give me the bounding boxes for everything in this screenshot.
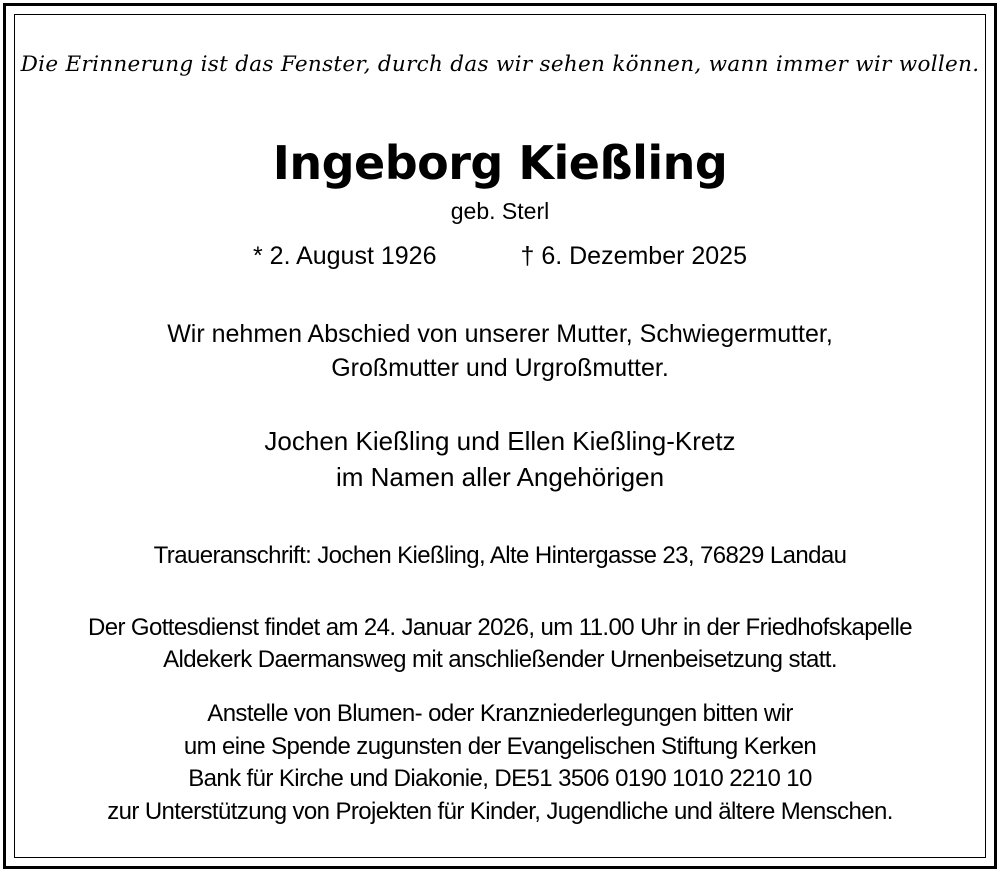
memorial-quote: Die Erinnerung ist das Fenster, durch das wir sehen können, wann immer wir wollen. [20, 52, 980, 77]
donation-line: um eine Spende zugunsten der Evangelischen Stiftung Kerken [183, 733, 817, 760]
family-line: im Namen aller Angehörigen [335, 462, 665, 492]
donation-line: zur Unterstützung von Projekten für Kinder, Jugendliche und ältere Menschen. [107, 798, 893, 825]
birth-date: * 2. August 1926 [252, 242, 437, 270]
mourning-address: Traueranschrift: Jochen Kießling, Alte Hintergasse 23, 76829 Landau [153, 542, 847, 569]
maiden-name: geb. Sterl [450, 198, 550, 224]
farewell-line: Wir nehmen Abschied von unserer Mutter, Schwiegermutter, [167, 320, 833, 348]
donation-line: Anstelle von Blumen- oder Kranzniederlegungen bitten wir [207, 700, 793, 727]
donation-line: Bank für Kirche und Diakonie, DE51 3506 0190 1010 2210 10 [188, 765, 812, 792]
service-line: Aldekerk Daermansweg mit anschließender Urnenbeisetzung statt. [163, 646, 837, 673]
death-date: † 6. Dezember 2025 [520, 242, 747, 270]
life-dates [20, 242, 980, 271]
service-line: Der Gottesdienst findet am 24. Januar 2026, um 11.00 Uhr in der Friedhofskapelle [87, 614, 913, 641]
family-line: Jochen Kießling und Ellen Kießling-Kretz [264, 426, 736, 456]
deceased-name: Ingeborg Kießling [272, 136, 728, 190]
farewell-line: Großmutter und Urgroßmutter. [331, 354, 669, 382]
